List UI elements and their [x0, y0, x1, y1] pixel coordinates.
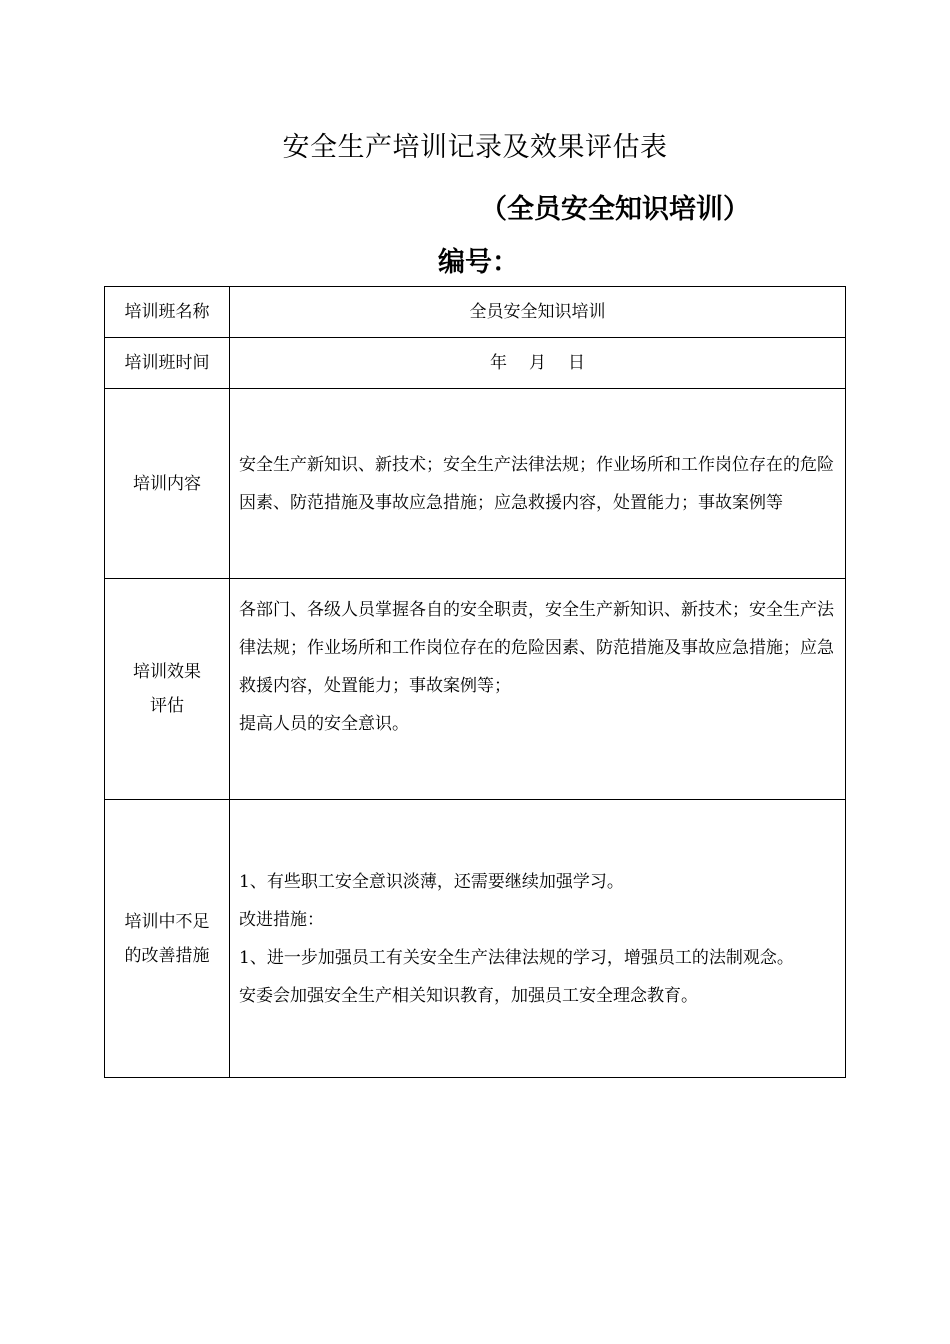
improvement-paragraph-3: 1、进一步加强员工有关安全生产法律法规的学习，增强员工的法制观念。: [239, 947, 794, 968]
improvement-paragraph-1: 1、有些职工安全意识淡薄，还需要继续加强学习。: [239, 871, 624, 892]
label-evaluation: [105, 579, 230, 800]
date-year: 年: [490, 353, 507, 373]
table-row-class-name: [105, 287, 846, 338]
table-row-evaluation: [105, 579, 846, 800]
label-evaluation-line-1: 培训效果: [133, 662, 201, 682]
date-day: 日: [568, 353, 585, 373]
date-month: 月: [529, 353, 546, 373]
training-record-table: [104, 286, 846, 1078]
label-improvements: [105, 800, 230, 1078]
evaluation-paragraph-2: 提高人员的安全意识。: [239, 714, 409, 734]
table-row-improvements: [105, 800, 846, 1078]
document-number-label: 编号：: [438, 247, 519, 278]
label-improvements-line-1: 培训中不足: [124, 911, 210, 932]
improvement-paragraph-4: 安委会加强安全生产相关知识教育，加强员工安全理念教育。: [239, 985, 698, 1006]
document-subtitle: （全员安全知识培训）: [480, 194, 750, 225]
value-class-time: [230, 338, 846, 389]
value-class-name: 全员安全知识培训: [230, 287, 846, 338]
table-row-class-time: [105, 338, 846, 389]
value-improvements: [230, 800, 846, 1078]
evaluation-paragraph-1: 各部门、各级人员掌握各自的安全职责，安全生产新知识、新技术；安全生产法律法规；作业场所和工作岗位存在的危险因素、防范措施及事故应急措施；应急救援内容，处置能力；事故案例等；: [239, 600, 834, 696]
label-class-name: 培训班名称: [105, 287, 230, 338]
label-class-time: 培训班时间: [105, 338, 230, 389]
content-paragraph: 安全生产新知识、新技术；安全生产法律法规；作业场所和工作岗位存在的危险因素、防范措施及事故应急措施；应急救援内容，处置能力；事故案例等: [239, 454, 834, 513]
table-row-content: [105, 389, 846, 579]
label-improvements-line-2: 的改善措施: [124, 945, 210, 966]
label-content: 培训内容: [105, 389, 230, 579]
value-content: [230, 389, 846, 579]
improvement-paragraph-2: 改进措施：: [239, 909, 324, 930]
value-evaluation: [230, 579, 846, 800]
label-evaluation-line-2: 评估: [150, 696, 184, 716]
document-title: 安全生产培训记录及效果评估表: [282, 132, 668, 163]
